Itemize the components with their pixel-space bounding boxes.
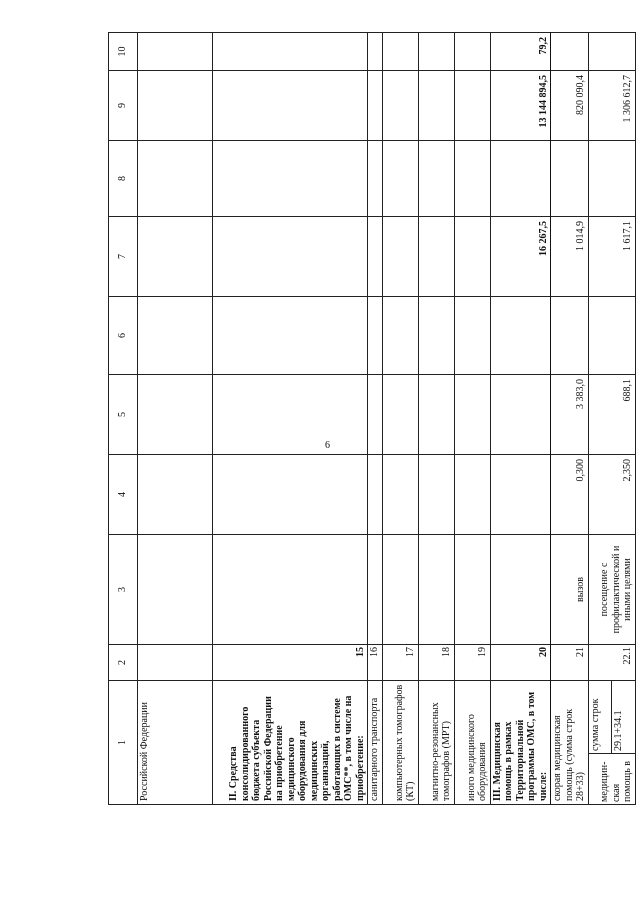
unit-cell (490, 535, 551, 645)
value-cell (382, 297, 418, 375)
page-number: 6 (325, 440, 330, 451)
table-row (454, 33, 490, 805)
row-number: 17 (382, 645, 418, 681)
unit-cell (418, 535, 454, 645)
value-cell (551, 141, 589, 217)
row-label: скорая медицинская помощь (сумма строк 28+33) (551, 681, 589, 805)
row-number: 19 (454, 645, 490, 681)
header-cell: 8 (109, 141, 138, 217)
value-cell (490, 297, 551, 375)
value-cell (490, 455, 551, 535)
unit-cell: вызов (551, 535, 589, 645)
value-cell (138, 375, 213, 455)
value-cell (588, 297, 635, 375)
rotated-table-stage (108, 33, 633, 805)
header-cell: 5 (109, 375, 138, 455)
unit-cell (382, 535, 418, 645)
row-label: иного медицинского оборудования (454, 681, 490, 805)
row-label: II. Средства консолидированного бюджета субъекта Российской Федерации на приобретение медицинского оборудования для медицинских организаций, работающих в системе ОМС**, в том числе на приобретение: (213, 681, 368, 805)
value-cell (382, 217, 418, 297)
value-cell (454, 141, 490, 217)
value-cell (382, 141, 418, 217)
value-cell: 1 014,9 (551, 217, 589, 297)
value-cell (418, 455, 454, 535)
value-cell: 1 617,1 (588, 217, 635, 297)
header-cell: 7 (109, 217, 138, 297)
value-cell (418, 33, 454, 71)
finance-table (108, 32, 636, 805)
row-label: Российской Федерации (138, 681, 213, 805)
value-cell (454, 375, 490, 455)
value-cell (213, 375, 368, 455)
value-cell (138, 297, 213, 375)
unit-cell (368, 535, 383, 645)
value-cell (382, 375, 418, 455)
value-cell (454, 71, 490, 141)
value-cell (368, 71, 383, 141)
value-cell (138, 71, 213, 141)
value-cell: 2,350 (588, 455, 635, 535)
row-number: 16 (368, 645, 383, 681)
value-cell (490, 141, 551, 217)
value-cell (382, 33, 418, 71)
row-label-composite (588, 681, 635, 805)
value-cell (418, 375, 454, 455)
table-row (551, 33, 589, 805)
header-cell: 10 (109, 33, 138, 71)
value-cell (588, 141, 635, 217)
row-label: санитарного транспорта (368, 681, 383, 805)
value-cell (368, 375, 383, 455)
value-cell (454, 455, 490, 535)
unit-cell (138, 535, 213, 645)
header-cell: 1 (109, 681, 138, 805)
table-row (588, 33, 635, 805)
table-row (418, 33, 454, 805)
table-row (138, 33, 213, 805)
value-cell (213, 455, 368, 535)
sub-label: 29.1+34.1 (613, 710, 624, 751)
row-number: 20 (490, 645, 551, 681)
header-row (109, 33, 138, 805)
row-number: 15 (213, 645, 368, 681)
value-cell: 820 090,4 (551, 71, 589, 141)
row-number (138, 645, 213, 681)
row-label: компьютерных томографов (КТ) (382, 681, 418, 805)
value-cell (213, 71, 368, 141)
row-label: медицин-ская помощь в (599, 761, 633, 802)
value-cell (418, 297, 454, 375)
unit-cell (454, 535, 490, 645)
value-cell (454, 297, 490, 375)
value-cell (138, 217, 213, 297)
value-cell (368, 33, 383, 71)
value-cell (138, 33, 213, 71)
table-row (368, 33, 383, 805)
value-cell: 79,2 (490, 33, 551, 71)
value-cell (551, 297, 589, 375)
value-cell (418, 141, 454, 217)
value-cell (588, 33, 635, 71)
header-cell: 3 (109, 535, 138, 645)
value-cell (138, 455, 213, 535)
header-cell: 9 (109, 71, 138, 141)
value-cell (418, 217, 454, 297)
value-cell: 3 383,0 (551, 375, 589, 455)
row-number: 21 (551, 645, 589, 681)
value-cell (454, 217, 490, 297)
value-cell (418, 71, 454, 141)
sub-label: сумма строк (589, 681, 613, 753)
value-cell: 13 144 894,5 (490, 71, 551, 141)
value-cell (213, 33, 368, 71)
value-cell (213, 297, 368, 375)
value-cell (213, 141, 368, 217)
header-cell: 6 (109, 297, 138, 375)
row-number: 18 (418, 645, 454, 681)
value-cell (454, 33, 490, 71)
value-cell (213, 217, 368, 297)
row-label: III. Медицинская помощь в рамках Территориальной программы ОМС, в том числе: (490, 681, 551, 805)
unit-cell (213, 535, 368, 645)
header-cell: 2 (109, 645, 138, 681)
row-number: 22.1 (588, 645, 635, 681)
value-cell: 1 306 612,7 (588, 71, 635, 141)
value-cell (382, 71, 418, 141)
value-cell: 16 267,5 (490, 217, 551, 297)
value-cell (368, 141, 383, 217)
unit-cell: посещение с профилактической и иными целями (588, 535, 635, 645)
value-cell (551, 33, 589, 71)
table-row (382, 33, 418, 805)
table-row (213, 33, 368, 805)
value-cell (368, 217, 383, 297)
header-cell: 4 (109, 455, 138, 535)
value-cell (368, 455, 383, 535)
value-cell (138, 141, 213, 217)
value-cell (490, 375, 551, 455)
value-cell (382, 455, 418, 535)
row-label: магнитно-резонансных томографов (МРТ) (418, 681, 454, 805)
value-cell (368, 297, 383, 375)
table-row (490, 33, 551, 805)
value-cell: 688,1 (588, 375, 635, 455)
value-cell: 0,300 (551, 455, 589, 535)
